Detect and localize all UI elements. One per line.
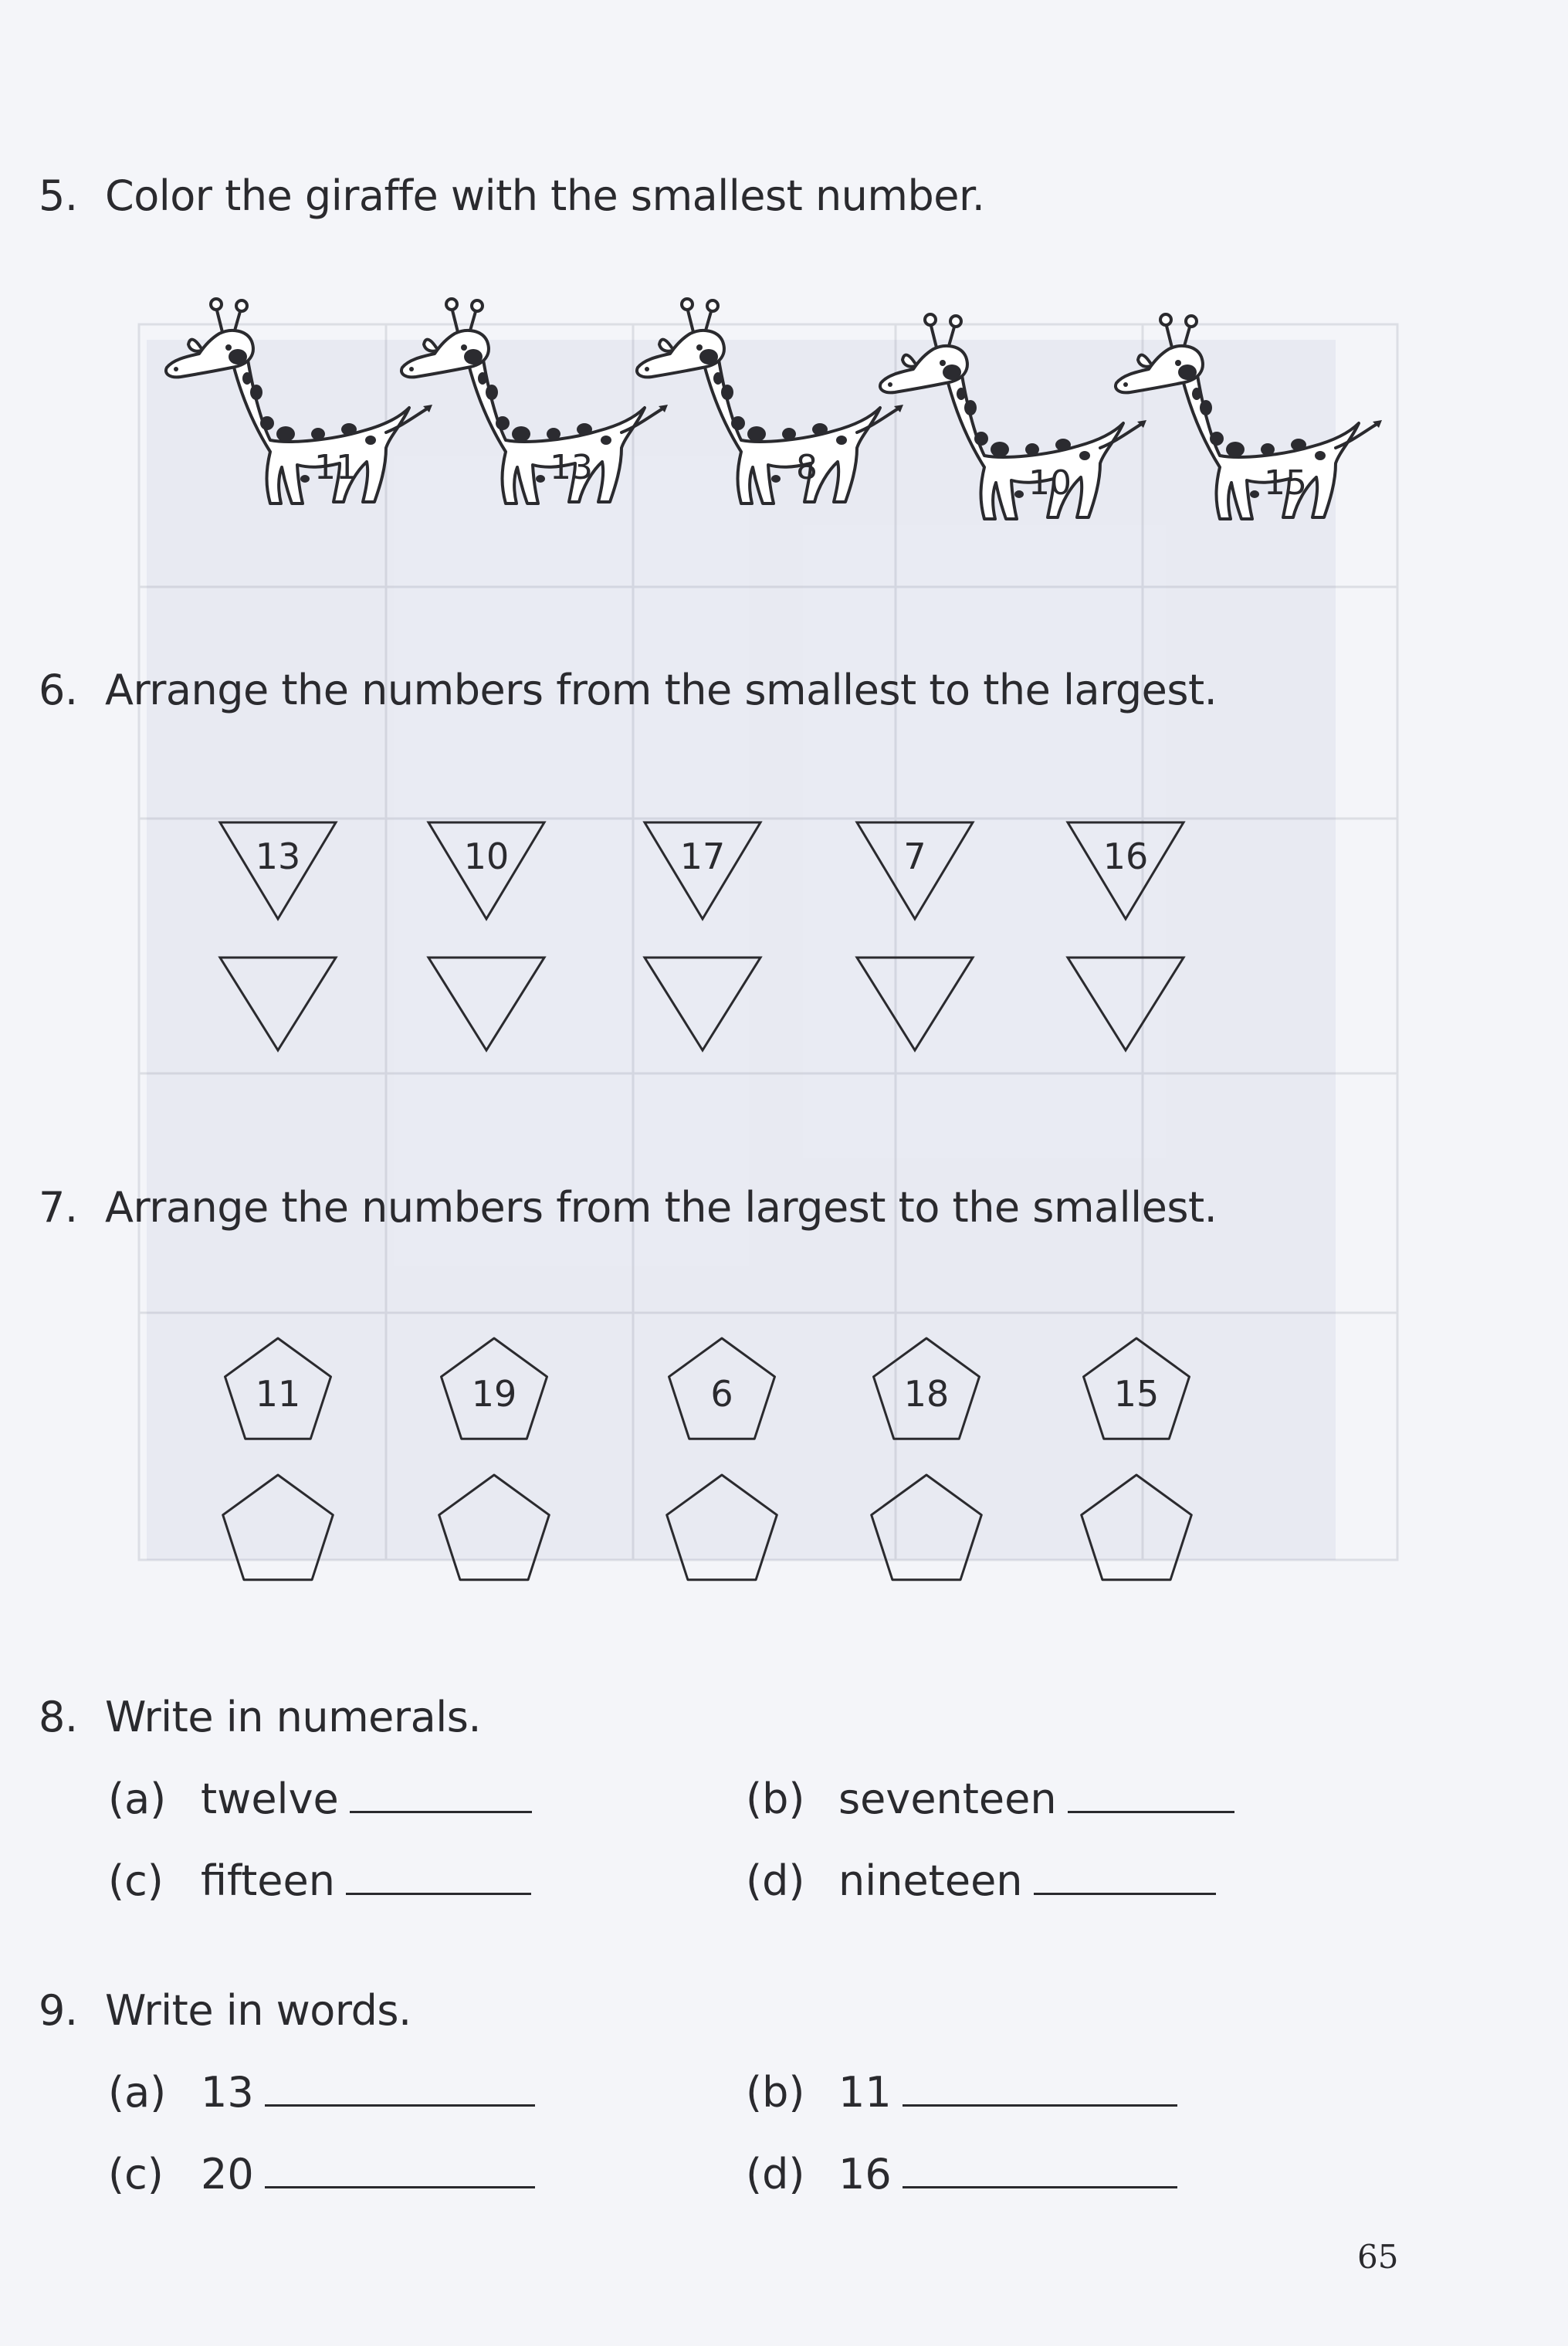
- q8-item-d: [746, 1856, 1216, 1905]
- question-number: 9.: [39, 1986, 78, 2035]
- item-label: (c): [108, 2150, 164, 2199]
- number-pentagon: [225, 1338, 331, 1439]
- item-label: (d): [746, 2150, 805, 2199]
- item-text: fifteen: [201, 1856, 335, 1905]
- item-label: (a): [108, 1775, 167, 1823]
- triangle-number: 16: [1102, 836, 1149, 877]
- pentagon-number: 18: [903, 1373, 950, 1415]
- q8-item-c: [108, 1856, 531, 1905]
- number-pentagon: [874, 1338, 980, 1439]
- item-text: twelve: [201, 1775, 339, 1823]
- pentagon-number: 19: [471, 1373, 517, 1415]
- triangle-number: 17: [679, 836, 726, 877]
- item-text: 11: [838, 2068, 892, 2117]
- giraffe-number: 11: [314, 448, 357, 487]
- question-text: Write in numerals.: [105, 1693, 481, 1741]
- giraffe-number: 15: [1264, 463, 1307, 503]
- q8-item-b: [746, 1775, 1234, 1823]
- triangle-number: 10: [463, 836, 510, 877]
- pentagon-number: 6: [710, 1373, 733, 1415]
- answer-blank[interactable]: [1034, 1890, 1216, 1895]
- answer-pentagon[interactable]: [872, 1475, 982, 1580]
- question-text: Arrange the numbers from the largest to the smallest.: [105, 1183, 1217, 1232]
- item-text: 16: [838, 2150, 892, 2199]
- q9-item-c: [108, 2150, 535, 2199]
- item-text: nineteen: [838, 1856, 1023, 1905]
- answer-blank[interactable]: [265, 2183, 535, 2188]
- q9-item-a: [108, 2068, 535, 2117]
- question-text: Arrange the numbers from the smallest to the largest.: [105, 666, 1217, 714]
- answer-pentagon[interactable]: [439, 1475, 550, 1580]
- answer-blank[interactable]: [265, 2101, 535, 2107]
- item-text: seventeen: [838, 1775, 1057, 1823]
- answer-blank[interactable]: [1068, 1808, 1234, 1813]
- page-number: 65: [1357, 2238, 1399, 2276]
- item-label: (b): [746, 2068, 805, 2117]
- answer-blank[interactable]: [903, 2101, 1177, 2107]
- question-8: [39, 1693, 481, 1741]
- question-text: Write in words.: [105, 1986, 411, 2035]
- answer-pentagon[interactable]: [667, 1475, 777, 1580]
- question-text: Color the giraffe with the smallest number.: [105, 171, 985, 220]
- answer-blank[interactable]: [903, 2183, 1177, 2188]
- triangle-number: 13: [255, 836, 301, 877]
- q9-item-d: [746, 2150, 1177, 2199]
- number-pentagon: [442, 1338, 547, 1439]
- q8-item-a: [108, 1775, 532, 1823]
- number-pentagon: [669, 1338, 775, 1439]
- giraffe-number: 13: [550, 448, 593, 487]
- answer-blank[interactable]: [346, 1890, 531, 1895]
- question-number: 7.: [39, 1183, 78, 1232]
- triangle-number: 7: [903, 836, 926, 877]
- item-label: (a): [108, 2068, 167, 2117]
- item-text: 20: [201, 2150, 254, 2199]
- q9-item-b: [746, 2068, 1177, 2117]
- answer-blank[interactable]: [350, 1808, 532, 1813]
- pentagon-number: 15: [1113, 1373, 1160, 1415]
- giraffe-number: 10: [1028, 463, 1072, 503]
- number-pentagon: [1084, 1338, 1190, 1439]
- question-number: 6.: [39, 666, 78, 714]
- question-number: 5.: [39, 171, 78, 220]
- item-text: 13: [201, 2068, 254, 2117]
- pentagon-number: 11: [255, 1373, 301, 1415]
- answer-pentagon[interactable]: [223, 1475, 334, 1580]
- question-number: 8.: [39, 1693, 78, 1741]
- answer-pentagon[interactable]: [1082, 1475, 1192, 1580]
- question-9: [39, 1986, 411, 2035]
- giraffe-number: 8: [796, 448, 818, 487]
- item-label: (c): [108, 1856, 164, 1905]
- item-label: (b): [746, 1775, 805, 1823]
- item-label: (d): [746, 1856, 805, 1905]
